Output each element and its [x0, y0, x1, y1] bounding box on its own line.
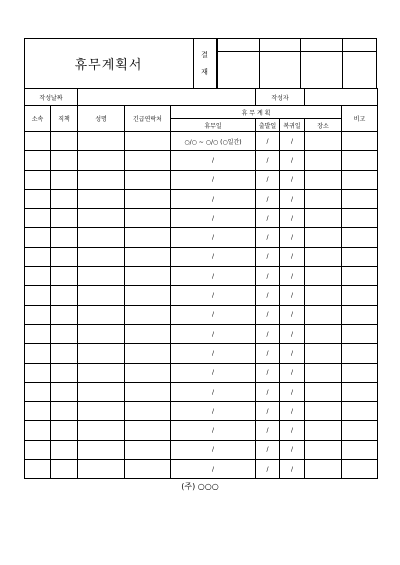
return-cell[interactable]: / [280, 267, 305, 286]
dept-cell[interactable] [25, 151, 51, 170]
vacation-cell[interactable]: / [171, 247, 256, 266]
depart-cell[interactable]: / [256, 151, 280, 170]
return-cell[interactable]: / [280, 363, 305, 382]
position-cell[interactable] [51, 305, 78, 324]
col-name-header: 성명 [78, 106, 125, 132]
company-footer: (주) ○○○ [181, 482, 219, 491]
remarks-cell[interactable] [342, 228, 378, 247]
approval-label [193, 38, 217, 88]
dept-cell[interactable] [25, 170, 51, 189]
emergency-cell[interactable] [125, 344, 171, 363]
dept-cell[interactable] [25, 305, 51, 324]
place-cell[interactable] [305, 247, 342, 266]
position-cell[interactable] [51, 209, 78, 228]
table-row [25, 151, 378, 170]
col-position-header: 직책 [51, 106, 78, 132]
vacation-cell[interactable]: / [171, 421, 256, 440]
place-cell[interactable] [305, 440, 342, 459]
emergency-cell[interactable] [125, 363, 171, 382]
emergency-cell[interactable] [125, 324, 171, 343]
remarks-cell[interactable] [342, 363, 378, 382]
emergency-cell[interactable] [125, 460, 171, 479]
return-cell[interactable]: / [280, 247, 305, 266]
name-cell[interactable] [78, 267, 125, 286]
dept-cell[interactable] [25, 286, 51, 305]
position-cell[interactable] [51, 402, 78, 421]
depart-cell[interactable]: / [256, 267, 280, 286]
emergency-cell[interactable] [125, 402, 171, 421]
approval-cell[interactable] [218, 51, 260, 88]
position-cell[interactable] [51, 189, 78, 208]
col-place-header: 장소 [305, 119, 342, 132]
name-cell[interactable] [78, 151, 125, 170]
remarks-cell[interactable] [342, 440, 378, 459]
vacation-cell[interactable]: / [171, 170, 256, 189]
vacation-cell[interactable]: / [171, 286, 256, 305]
table-row [25, 344, 378, 363]
emergency-cell[interactable] [125, 228, 171, 247]
position-cell[interactable] [51, 132, 78, 151]
remarks-cell[interactable] [342, 324, 378, 343]
vacation-cell[interactable]: / [171, 324, 256, 343]
return-cell[interactable]: / [280, 421, 305, 440]
emergency-cell[interactable] [125, 132, 171, 151]
emergency-cell[interactable] [125, 305, 171, 324]
emergency-cell[interactable] [125, 170, 171, 189]
depart-cell[interactable]: / [256, 305, 280, 324]
name-cell[interactable] [78, 421, 125, 440]
vacation-cell[interactable]: / [171, 440, 256, 459]
place-cell[interactable] [305, 305, 342, 324]
return-cell[interactable]: / [280, 151, 305, 170]
name-cell[interactable] [78, 228, 125, 247]
vacation-cell[interactable]: / [171, 305, 256, 324]
col-depart-header: 출발일 [256, 119, 280, 132]
vacation-cell[interactable]: / [171, 209, 256, 228]
dept-cell[interactable] [25, 189, 51, 208]
vacation-cell[interactable]: / [171, 189, 256, 208]
dept-cell[interactable] [25, 344, 51, 363]
emergency-cell[interactable] [125, 421, 171, 440]
name-cell[interactable] [78, 402, 125, 421]
emergency-cell[interactable] [125, 440, 171, 459]
return-cell[interactable]: / [280, 209, 305, 228]
position-cell[interactable] [51, 324, 78, 343]
remarks-cell[interactable] [342, 132, 378, 151]
name-cell[interactable] [78, 363, 125, 382]
remarks-cell[interactable] [342, 421, 378, 440]
position-cell[interactable] [51, 421, 78, 440]
vacation-cell[interactable]: / [171, 151, 256, 170]
depart-cell[interactable]: / [256, 421, 280, 440]
name-cell[interactable] [78, 170, 125, 189]
approval-cell[interactable] [259, 38, 301, 51]
dept-cell[interactable] [25, 460, 51, 479]
vacation-cell[interactable]: / [171, 382, 256, 401]
dept-cell[interactable] [25, 363, 51, 382]
col-plan-group-header: 휴 무 계 획 [171, 106, 342, 119]
place-cell[interactable] [305, 402, 342, 421]
name-cell[interactable] [78, 305, 125, 324]
position-cell[interactable] [51, 170, 78, 189]
emergency-cell[interactable] [125, 286, 171, 305]
depart-cell[interactable]: / [256, 440, 280, 459]
table-row [25, 170, 378, 189]
dept-cell[interactable] [25, 267, 51, 286]
place-cell[interactable] [305, 170, 342, 189]
depart-cell[interactable]: / [256, 228, 280, 247]
name-cell[interactable] [78, 460, 125, 479]
return-cell[interactable]: / [280, 344, 305, 363]
remarks-cell[interactable] [342, 151, 378, 170]
place-cell[interactable] [305, 421, 342, 440]
table-row [25, 440, 378, 459]
author-label: 작성자 [256, 89, 305, 106]
position-cell[interactable] [51, 228, 78, 247]
table-row [25, 305, 378, 324]
emergency-cell[interactable] [125, 267, 171, 286]
table-row [25, 421, 378, 440]
table-row [25, 382, 378, 401]
return-cell[interactable]: / [280, 286, 305, 305]
remarks-cell[interactable] [342, 460, 378, 479]
place-cell[interactable] [305, 344, 342, 363]
table-row [25, 247, 378, 266]
table-row [25, 402, 378, 421]
dept-cell[interactable] [25, 324, 51, 343]
approval-cell[interactable] [259, 51, 301, 88]
name-cell[interactable] [78, 382, 125, 401]
vacation-cell[interactable]: / [171, 228, 256, 247]
approval-cell[interactable] [342, 51, 377, 88]
depart-cell[interactable]: / [256, 402, 280, 421]
position-cell[interactable] [51, 460, 78, 479]
depart-cell[interactable]: / [256, 382, 280, 401]
place-cell[interactable] [305, 151, 342, 170]
name-cell[interactable] [78, 189, 125, 208]
depart-cell[interactable]: / [256, 286, 280, 305]
remarks-cell[interactable] [342, 267, 378, 286]
approval-cell[interactable] [342, 38, 377, 51]
table-row [25, 460, 378, 479]
name-cell[interactable] [78, 324, 125, 343]
return-cell[interactable]: / [280, 440, 305, 459]
dept-cell[interactable] [25, 132, 51, 151]
emergency-cell[interactable] [125, 247, 171, 266]
vacation-cell[interactable]: / [171, 460, 256, 479]
remarks-cell[interactable] [342, 209, 378, 228]
dept-cell[interactable] [25, 402, 51, 421]
return-cell[interactable]: / [280, 170, 305, 189]
depart-cell[interactable]: / [256, 132, 280, 151]
remarks-cell[interactable] [342, 286, 378, 305]
remarks-cell[interactable] [342, 402, 378, 421]
table-row [25, 267, 378, 286]
name-cell[interactable] [78, 440, 125, 459]
dept-cell[interactable] [25, 209, 51, 228]
approval-grid [217, 38, 377, 88]
position-cell[interactable] [51, 440, 78, 459]
remarks-cell[interactable] [342, 305, 378, 324]
position-cell[interactable] [51, 267, 78, 286]
depart-cell[interactable]: / [256, 344, 280, 363]
dept-cell[interactable] [25, 247, 51, 266]
return-cell[interactable]: / [280, 382, 305, 401]
table-row [25, 363, 378, 382]
approval-label-top: 결 [201, 50, 208, 59]
table-row [25, 132, 378, 151]
position-cell[interactable] [51, 382, 78, 401]
approval-cell[interactable] [301, 51, 343, 88]
approval-cell[interactable] [218, 38, 260, 51]
place-cell[interactable] [305, 286, 342, 305]
vacation-cell[interactable]: / [171, 267, 256, 286]
dept-cell[interactable] [25, 421, 51, 440]
place-cell[interactable] [305, 132, 342, 151]
emergency-cell[interactable] [125, 209, 171, 228]
depart-cell[interactable]: / [256, 324, 280, 343]
depart-cell[interactable]: / [256, 460, 280, 479]
remarks-cell[interactable] [342, 382, 378, 401]
table-row [25, 209, 378, 228]
table-row [25, 324, 378, 343]
written-date-label: 작성날짜 [25, 89, 78, 106]
position-cell[interactable] [51, 247, 78, 266]
position-cell[interactable] [51, 363, 78, 382]
vacation-cell[interactable]: / [171, 363, 256, 382]
dept-cell[interactable] [25, 228, 51, 247]
table-row [25, 228, 378, 247]
remarks-cell[interactable] [342, 170, 378, 189]
return-cell[interactable]: / [280, 324, 305, 343]
col-remarks-header: 비고 [342, 106, 378, 132]
return-cell[interactable]: / [280, 460, 305, 479]
document-title: 휴무계획서 [74, 57, 143, 73]
depart-cell[interactable]: / [256, 189, 280, 208]
return-cell[interactable]: / [280, 402, 305, 421]
depart-cell[interactable]: / [256, 209, 280, 228]
place-cell[interactable] [305, 209, 342, 228]
name-cell[interactable] [78, 286, 125, 305]
remarks-cell[interactable] [342, 247, 378, 266]
col-emergency-header: 긴급연락처 [125, 106, 171, 132]
table-row [25, 189, 378, 208]
place-cell[interactable] [305, 382, 342, 401]
name-cell[interactable] [78, 344, 125, 363]
place-cell[interactable] [305, 228, 342, 247]
col-return-header: 복귀일 [280, 119, 305, 132]
vacation-cell[interactable]: / [171, 402, 256, 421]
name-cell[interactable] [78, 247, 125, 266]
approval-cell[interactable] [301, 38, 343, 51]
emergency-cell[interactable] [125, 189, 171, 208]
remarks-cell[interactable] [342, 189, 378, 208]
col-dept-header: 소속 [25, 106, 51, 132]
return-cell[interactable]: / [280, 189, 305, 208]
return-cell[interactable]: / [280, 305, 305, 324]
col-vacation-header: 휴무일 [171, 119, 256, 132]
return-cell[interactable]: / [280, 132, 305, 151]
depart-cell[interactable]: / [256, 363, 280, 382]
table-row [25, 286, 378, 305]
written-date-field[interactable] [78, 89, 256, 106]
vacation-cell[interactable]: ○/○ ~ ○/○ (○일간) [171, 132, 256, 151]
depart-cell[interactable]: / [256, 247, 280, 266]
place-cell[interactable] [305, 460, 342, 479]
name-cell[interactable] [78, 132, 125, 151]
vacation-plan-table [24, 88, 378, 479]
dept-cell[interactable] [25, 382, 51, 401]
dept-cell[interactable] [25, 440, 51, 459]
place-cell[interactable] [305, 324, 342, 343]
position-cell[interactable] [51, 151, 78, 170]
vacation-cell[interactable]: / [171, 344, 256, 363]
depart-cell[interactable]: / [256, 170, 280, 189]
return-cell[interactable]: / [280, 228, 305, 247]
place-cell[interactable] [305, 267, 342, 286]
emergency-cell[interactable] [125, 382, 171, 401]
name-cell[interactable] [78, 209, 125, 228]
emergency-cell[interactable] [125, 151, 171, 170]
remarks-cell[interactable] [342, 344, 378, 363]
place-cell[interactable] [305, 363, 342, 382]
position-cell[interactable] [51, 286, 78, 305]
position-cell[interactable] [51, 344, 78, 363]
author-field[interactable] [305, 89, 378, 106]
approval-label-bottom: 재 [201, 67, 208, 76]
place-cell[interactable] [305, 189, 342, 208]
